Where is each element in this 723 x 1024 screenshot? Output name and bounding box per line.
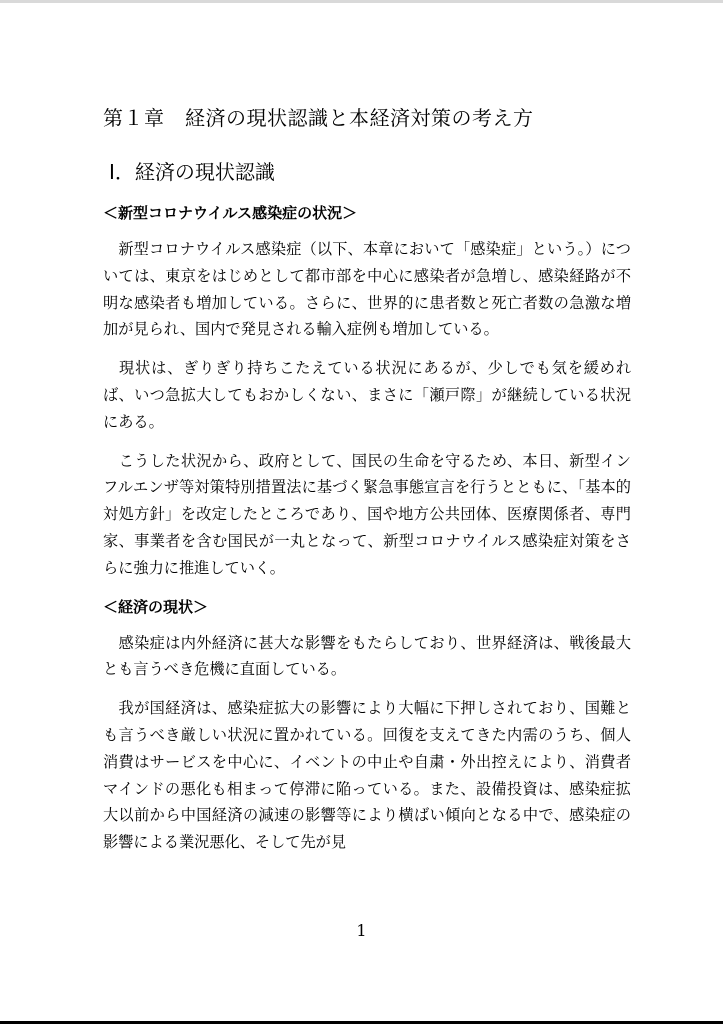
- page-content: [103, 104, 631, 856]
- paragraph: 我が国経済は、感染症拡大の影響により大幅に下押しされており、国難とも言うべき厳しい状況に置かれている。回復を支えてきた内需のうち、個人消費はサービスを中心に、イベントの中止や自粛・外出控えにより、消費者マインドの悪化も相まって停滞に陥っている。また、設備投資は、感染症拡大以前から中国経済の減速の影響等により横ばい傾向となる中で、感染症の影響による業況悪化、そして先が見: [103, 699, 631, 852]
- chapter-title: 第１章 経済の現状認識と本経済対策の考え方: [103, 106, 534, 130]
- page-top-border: [0, 0, 723, 3]
- subheading-coronavirus-situation: ＜新型コロナウイルス感染症の状況＞: [103, 204, 358, 222]
- section-title: Ⅰ．経済の現状認識: [109, 160, 275, 184]
- paragraph: こうした状況から、政府として、国民の生命を守るため、本日、新型インフルエンザ等対策特別措置法に基づく緊急事態宣言を行うとともに、「基本的対処方針」を改定したところであり、国や地方公共団体、医療関係者、専門家、事業者を含む国民が一丸となって、新型コロナウイルス感染症対策をさらに強力に推進していく。: [103, 451, 631, 577]
- paragraph: 新型コロナウイルス感染症（以下、本章において「感染症」という。）については、東京をはじめとして都市部を中心に感染者が急増し、感染経路が不明な感染者も増加している。さらに、世界的に患者数と死亡者数の急激な増加が見られ、国内で発見される輸入症例も増加している。: [103, 240, 631, 339]
- subheading-economic-situation: ＜経済の現状＞: [103, 597, 209, 616]
- page-number: 1: [356, 921, 367, 940]
- paragraph: 現状は、ぎりぎり持ちこたえている状況にあるが、少しでも気を緩めれば、いつ急拡大してもおかしくない、まさに「瀬戸際」が継続している状況にある。: [103, 359, 631, 431]
- paragraph: 感染症は内外経済に甚大な影響をもたらしており、世界経済は、戦後最大とも言うべき危機に直面している。: [103, 633, 631, 679]
